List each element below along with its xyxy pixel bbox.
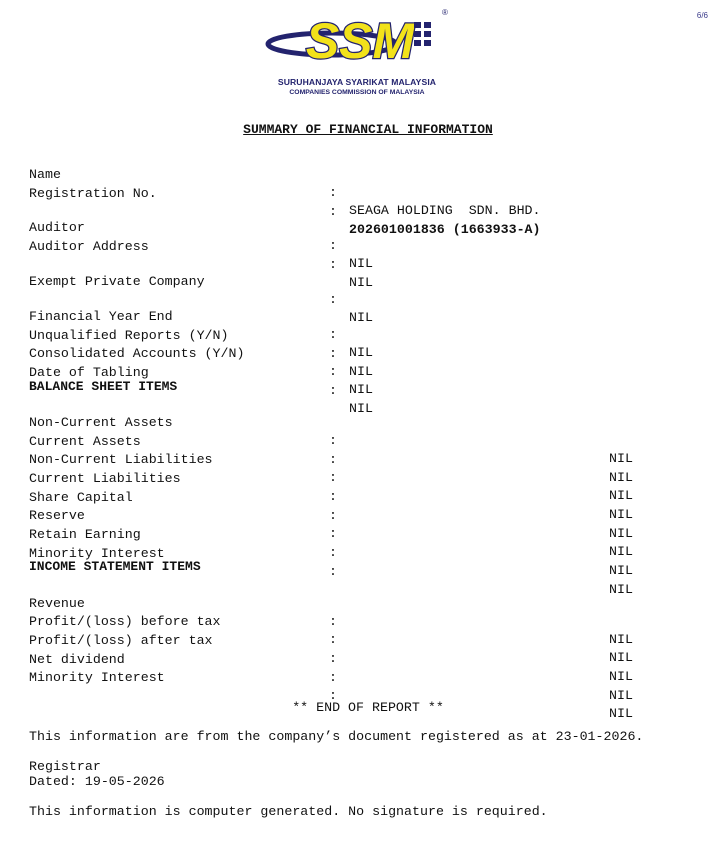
item-value: NIL — [609, 650, 633, 665]
computer-generated-note: This information is computer generated. No signature is required. — [29, 804, 548, 819]
item-label: Net dividend — [29, 652, 125, 667]
colon: : — [329, 257, 337, 272]
field-value: NIL — [349, 310, 373, 325]
item-value: NIL — [609, 544, 633, 559]
colon: : — [329, 545, 337, 560]
colon: : — [329, 526, 337, 541]
colon: : — [329, 489, 337, 504]
item-label: Minority Interest — [29, 546, 165, 561]
company-name-value: SEAGA HOLDING SDN. BHD. — [349, 203, 541, 218]
item-value: NIL — [609, 669, 633, 684]
item-label: Non-Current Liabilities — [29, 452, 213, 467]
field-label: Consolidated Accounts (Y/N) — [29, 346, 245, 361]
colon: : — [329, 327, 337, 342]
field-value: NIL — [349, 401, 373, 416]
ssm-logo — [262, 6, 452, 102]
item-value: NIL — [609, 507, 633, 522]
dated-line: Dated: 19-05-2026 — [29, 774, 165, 789]
item-value: NIL — [609, 488, 633, 503]
registrar-label: Registrar — [29, 759, 101, 774]
field-label: Exempt Private Company — [29, 274, 205, 289]
colon: : — [329, 292, 337, 307]
item-value: NIL — [609, 582, 633, 597]
colon: : — [329, 185, 337, 200]
colon: : — [329, 614, 337, 629]
registration-value: 202601001836 (1663933-A) — [349, 222, 541, 237]
item-label: Minority Interest — [29, 670, 165, 685]
colon: : — [329, 470, 337, 485]
field-label: Auditor — [29, 220, 85, 235]
org-name-malay: SURUHANJAYA SYARIKAT MALAYSIA — [277, 77, 437, 87]
item-value: NIL — [609, 563, 633, 578]
colon: : — [329, 204, 337, 219]
colon: : — [329, 238, 337, 253]
item-value: NIL — [609, 451, 633, 466]
field-label: Registration No. — [29, 186, 157, 201]
item-value: NIL — [609, 688, 633, 703]
end-of-report: ** END OF REPORT ** — [292, 700, 444, 715]
field-value: NIL — [349, 364, 373, 379]
colon: : — [329, 564, 337, 579]
colon: : — [329, 364, 337, 379]
item-value: NIL — [609, 470, 633, 485]
item-label: Profit/(loss) after tax — [29, 633, 213, 648]
item-label: Retain Earning — [29, 527, 141, 542]
field-label: Financial Year End — [29, 309, 173, 324]
field-value: NIL — [349, 345, 373, 360]
colon: : — [329, 346, 337, 361]
item-label: Reserve — [29, 508, 85, 523]
registered-mark: ® — [442, 8, 448, 17]
colon: : — [329, 688, 337, 703]
field-value: NIL — [349, 256, 373, 271]
ssm-logo-mark: SSM — [305, 13, 415, 69]
colon: : — [329, 383, 337, 398]
field-label: Auditor Address — [29, 239, 149, 254]
balance-sheet-heading: BALANCE SHEET ITEMS — [29, 379, 178, 394]
item-label: Non-Current Assets — [29, 415, 173, 430]
info-note: This information are from the company’s document registered as at 23-01-2026. — [29, 729, 644, 744]
field-label: Name — [29, 167, 61, 182]
field-value: NIL — [349, 382, 373, 397]
org-name-english: COMPANIES COMMISSION OF MALAYSIA — [289, 89, 425, 96]
colon: : — [329, 433, 337, 448]
colon: : — [329, 452, 337, 467]
colon: : — [329, 508, 337, 523]
field-label: Unqualified Reports (Y/N) — [29, 328, 229, 343]
colon: : — [329, 651, 337, 666]
item-label: Current Assets — [29, 434, 141, 449]
colon: : — [329, 670, 337, 685]
item-value: NIL — [609, 632, 633, 647]
page-number: 6/6 — [696, 11, 708, 20]
item-label: Revenue — [29, 596, 85, 611]
report-title: SUMMARY OF FINANCIAL INFORMATION — [243, 122, 493, 137]
item-value: NIL — [609, 706, 633, 721]
colon: : — [329, 632, 337, 647]
income-statement-heading: INCOME STATEMENT ITEMS — [29, 559, 201, 574]
item-label: Share Capital — [29, 490, 133, 505]
item-value: NIL — [609, 526, 633, 541]
item-label: Profit/(loss) before tax — [29, 614, 221, 629]
item-label: Current Liabilities — [29, 471, 181, 486]
field-value: NIL — [349, 275, 373, 290]
field-label: Date of Tabling — [29, 365, 149, 380]
